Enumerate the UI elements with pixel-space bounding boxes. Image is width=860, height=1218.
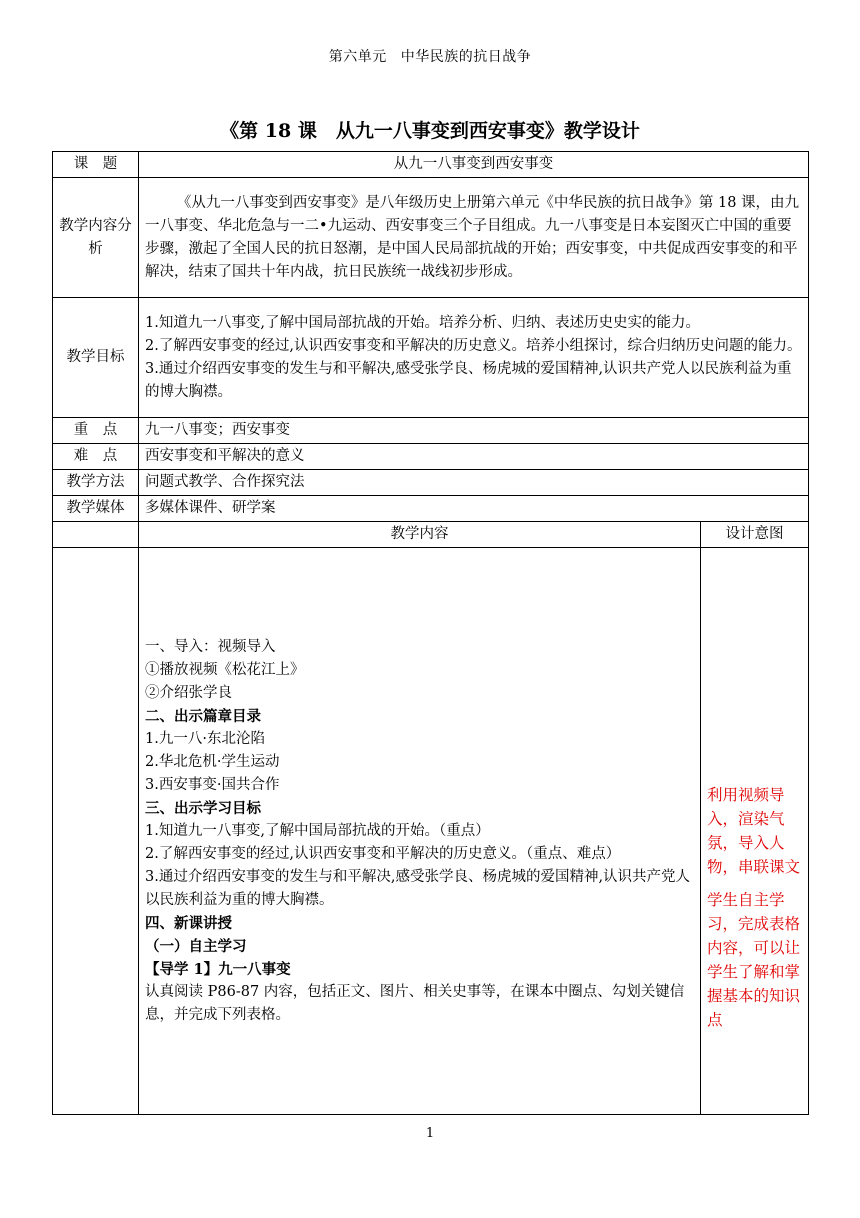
list-item: 1.知道九一八事变,了解中国局部抗战的开始。（重点） bbox=[145, 822, 490, 839]
label-key: 重 点 bbox=[53, 418, 139, 444]
value-key: 九一八事变；西安事变 bbox=[139, 418, 809, 444]
label-media: 教学媒体 bbox=[53, 496, 139, 522]
page-header bbox=[0, 46, 860, 66]
label-topic: 课 题 bbox=[53, 152, 139, 178]
header-unit: 第六单元 bbox=[328, 49, 387, 65]
value-difficulty: 西安事变和平解决的意义 bbox=[139, 444, 809, 470]
section-title: 一、导入：视频导入 bbox=[145, 638, 276, 655]
content-header-blank bbox=[53, 522, 139, 548]
list-item: ②介绍张学良 bbox=[145, 684, 232, 701]
list-item: 3.通过介绍西安事变的发生与和平解决,感受张学良、杨虎城的爱国精神,认识共产党人以民族利益为重的博大胸襟。 bbox=[145, 868, 691, 908]
row-analysis bbox=[53, 178, 809, 298]
row-goals bbox=[53, 298, 809, 418]
guide-text: 认真阅读 P86-87 内容，包括正文、图片、相关史事等，在课本中圈点、勾划关键信息，并完成下列表格。 bbox=[145, 983, 685, 1023]
value-goals bbox=[139, 298, 809, 418]
document-title: 《第 18 课 从九一八事变到西安事变》教学设计 bbox=[220, 120, 640, 142]
section-title: 四、新课讲授 bbox=[145, 914, 232, 932]
list-item: 2.华北危机·学生运动 bbox=[145, 753, 280, 770]
list-item: 3.西安事变·国共合作 bbox=[145, 776, 280, 793]
guide-title: 【导学 1】九一八事变 bbox=[145, 960, 291, 978]
content-blank-cell bbox=[53, 548, 139, 1115]
page-number: 1 bbox=[425, 1126, 435, 1141]
lesson-plan-table bbox=[52, 151, 809, 1115]
row-content-header bbox=[53, 522, 809, 548]
list-item: 2.了解西安事变的经过,认识西安事变和平解决的历史意义。（重点、难点） bbox=[145, 845, 621, 862]
section-title: 三、出示学习目标 bbox=[145, 799, 261, 817]
row-difficulty bbox=[53, 444, 809, 470]
intent-note-1: 利用视频导入，渲染气氛，导入人物，串联课文 bbox=[707, 786, 801, 876]
label-goals: 教学目标 bbox=[53, 298, 139, 418]
label-method: 教学方法 bbox=[53, 470, 139, 496]
row-method bbox=[53, 470, 809, 496]
label-difficulty: 难 点 bbox=[53, 444, 139, 470]
intent-header: 设计意图 bbox=[701, 522, 809, 548]
value-analysis: 《从九一八事变到西安事变》是八年级历史上册第六单元《中华民族的抗日战争》第 18 课，由九一八事变、华北危急与一二•九运动、西安事变三个子目组成。九一八事变是日本妄图灭亡中国的重要步骤，激起了全国人民的抗日怒潮，是中国人民局部抗战的开始；西安事变，中共促成西安事变的和平解决，结束了国共十年内战，抗日民族统一战线初步形成。 bbox=[139, 178, 809, 298]
list-item: ①播放视频《松花江上》 bbox=[145, 661, 305, 678]
row-key bbox=[53, 418, 809, 444]
header-unit-title: 中华民族的抗日战争 bbox=[400, 49, 532, 65]
list-item: 1.九一八·东北沦陷 bbox=[145, 730, 265, 747]
design-intent bbox=[701, 548, 809, 1115]
goal-item: 1.知道九一八事变,了解中国局部抗战的开始。培养分析、归纳、表述历史史实的能力。 bbox=[145, 314, 700, 331]
goal-item: 2.了解西安事变的经过,认识西安事变和平解决的历史意义。培养小组探讨，综合归纳历史问题的能力。 bbox=[145, 337, 802, 354]
row-media bbox=[53, 496, 809, 522]
intent-note-2: 学生自主学习，完成表格内容，可以让学生了解和掌握基本的知识点 bbox=[707, 891, 801, 1029]
section-title: 二、出示篇章目录 bbox=[145, 707, 261, 725]
goal-item: 3.通过介绍西安事变的发生与和平解决,感受张学良、杨虎城的爱国精神,认识共产党人以民族利益为重的博大胸襟。 bbox=[145, 360, 792, 400]
teaching-content bbox=[139, 548, 701, 1115]
value-method: 问题式教学、合作探究法 bbox=[139, 470, 809, 496]
value-topic: 从九一八事变到西安事变 bbox=[139, 152, 809, 178]
row-topic bbox=[53, 152, 809, 178]
row-content-body bbox=[53, 548, 809, 1115]
value-media: 多媒体课件、研学案 bbox=[139, 496, 809, 522]
content-header: 教学内容 bbox=[139, 522, 701, 548]
subsection-title: （一）自主学习 bbox=[145, 937, 247, 955]
label-analysis: 教学内容分析 bbox=[53, 178, 139, 298]
